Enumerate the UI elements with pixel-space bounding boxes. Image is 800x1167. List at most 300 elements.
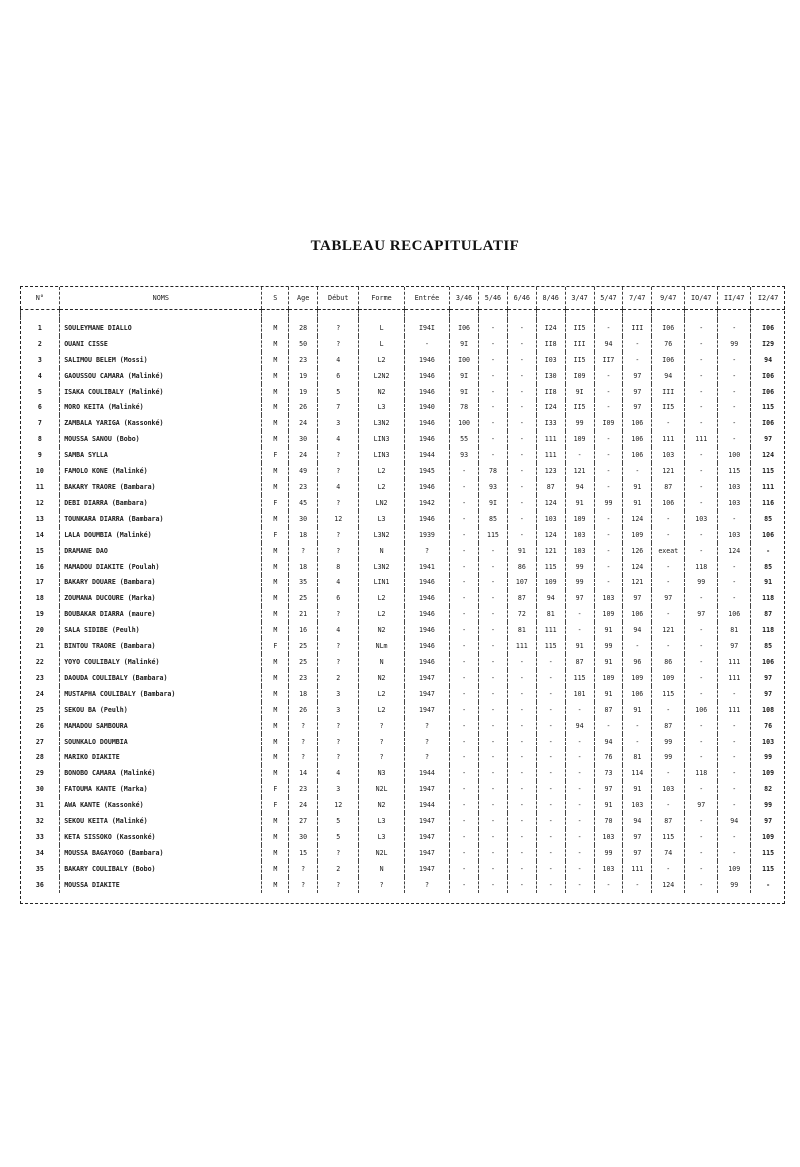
row-number-cell: 14 xyxy=(35,530,44,539)
table-cell: - xyxy=(718,415,751,431)
table-row xyxy=(21,575,786,591)
header-spacer-cell xyxy=(751,310,785,321)
name-cell: SALA SIDIBE (Peulh) xyxy=(60,622,262,638)
row-number-cell: 13 xyxy=(35,514,44,523)
table-cell: 87 xyxy=(507,590,536,606)
table-cell: - xyxy=(718,686,751,702)
table-cell: 94 xyxy=(594,336,623,352)
table-row xyxy=(21,415,786,431)
table-cell: - xyxy=(685,495,718,511)
table-cell: - xyxy=(507,415,536,431)
table-cell: 106 xyxy=(623,686,652,702)
table-cell: - xyxy=(536,829,565,845)
table-cell: - xyxy=(450,813,479,829)
table-cell: - xyxy=(479,575,508,591)
table-cell: III xyxy=(652,384,685,400)
table-row xyxy=(21,384,786,400)
table-cell: 121 xyxy=(652,622,685,638)
name-cell: OUANI CISSE xyxy=(60,336,262,352)
table-cell: - xyxy=(507,495,536,511)
table-cell: 3 xyxy=(318,415,359,431)
table-cell: 126 xyxy=(623,543,652,559)
table-cell: 25 xyxy=(289,654,318,670)
table-cell: 103 xyxy=(565,543,594,559)
column-header: Forme xyxy=(359,287,404,310)
table-cell: 91 xyxy=(565,495,594,511)
table-cell: 96 xyxy=(623,654,652,670)
header-spacer-cell xyxy=(450,310,479,321)
table-cell: - xyxy=(565,765,594,781)
table-cell: ? xyxy=(289,734,318,750)
header-row xyxy=(21,287,786,310)
table-cell: ? xyxy=(318,606,359,622)
table-cell: 55 xyxy=(450,431,479,447)
table-cell: 1945 xyxy=(404,463,449,479)
table-cell: I06 xyxy=(652,320,685,336)
table-cell: - xyxy=(450,670,479,686)
table-cell: - xyxy=(450,543,479,559)
table-cell: - xyxy=(479,606,508,622)
table-cell: - xyxy=(565,606,594,622)
table-cell: 103 xyxy=(565,527,594,543)
table-cell: L2 xyxy=(359,352,404,368)
name-cell: SALIMOU BELEM (Mossi) xyxy=(60,352,262,368)
table-cell: 111 xyxy=(652,431,685,447)
table-cell: ? xyxy=(359,734,404,750)
column-header: II/47 xyxy=(718,287,751,310)
table-cell: - xyxy=(718,384,751,400)
table-cell: - xyxy=(685,336,718,352)
table-cell: - xyxy=(594,559,623,575)
table-cell: - xyxy=(450,575,479,591)
table-cell: M xyxy=(262,622,289,638)
table-cell: - xyxy=(450,718,479,734)
table-cell: 9I xyxy=(450,368,479,384)
table-cell: 99 xyxy=(751,797,785,813)
table-cell: F xyxy=(262,781,289,797)
table-cell: 9I xyxy=(450,336,479,352)
row-number-cell: 5 xyxy=(37,387,42,396)
table-cell: ? xyxy=(289,877,318,893)
table-body xyxy=(21,320,786,893)
table-cell: 19 xyxy=(289,384,318,400)
table-cell: NLm xyxy=(359,638,404,654)
table-cell: 91 xyxy=(594,686,623,702)
table-cell: - xyxy=(718,431,751,447)
table-cell: 121 xyxy=(565,463,594,479)
table-cell: M xyxy=(262,431,289,447)
name-cell: DRAMANE DAO xyxy=(60,543,262,559)
table-cell: 111 xyxy=(718,654,751,670)
table-cell: - xyxy=(450,734,479,750)
table-cell: 111 xyxy=(536,447,565,463)
table-cell: 115 xyxy=(751,861,785,877)
table-cell: I33 xyxy=(536,415,565,431)
table-row xyxy=(21,654,786,670)
table-cell: 111 xyxy=(507,638,536,654)
table-cell: 93 xyxy=(479,479,508,495)
row-number-cell: 16 xyxy=(35,562,44,571)
table-cell: - xyxy=(479,336,508,352)
table-cell: - xyxy=(594,877,623,893)
table-cell: 121 xyxy=(623,575,652,591)
table-cell: - xyxy=(536,765,565,781)
table-cell: - xyxy=(565,734,594,750)
table-row xyxy=(21,797,786,813)
table-cell: M xyxy=(262,670,289,686)
table-cell: - xyxy=(507,447,536,463)
table-cell: 124 xyxy=(718,543,751,559)
table-cell: - xyxy=(652,638,685,654)
table-cell: 3 xyxy=(318,781,359,797)
table-cell: L2N2 xyxy=(359,368,404,384)
table-cell: - xyxy=(536,686,565,702)
table-cell: - xyxy=(718,320,751,336)
table-cell: 109 xyxy=(751,765,785,781)
row-number-cell: 4 xyxy=(37,371,42,380)
table-cell: 91 xyxy=(507,543,536,559)
table-cell: 115 xyxy=(479,527,508,543)
table-cell: 101 xyxy=(565,686,594,702)
table-cell: M xyxy=(262,463,289,479)
table-cell: 4 xyxy=(318,575,359,591)
table-cell: II7 xyxy=(594,352,623,368)
table-cell: - xyxy=(536,813,565,829)
table-cell: - xyxy=(652,415,685,431)
table-cell: 97 xyxy=(685,606,718,622)
table-cell: 1946 xyxy=(404,575,449,591)
table-cell: ? xyxy=(318,463,359,479)
row-number-cell: 6 xyxy=(37,403,42,412)
table-cell: - xyxy=(479,447,508,463)
table-cell: 91 xyxy=(623,702,652,718)
table-cell: 115 xyxy=(718,463,751,479)
table-cell: - xyxy=(718,368,751,384)
table-cell: M xyxy=(262,479,289,495)
table-cell: 4 xyxy=(318,622,359,638)
table-cell: - xyxy=(479,845,508,861)
row-number-cell: 33 xyxy=(35,832,44,841)
table-cell: I06 xyxy=(751,384,785,400)
table-cell: - xyxy=(507,527,536,543)
table-cell: 1947 xyxy=(404,829,449,845)
table-cell: - xyxy=(404,336,449,352)
table-cell: - xyxy=(450,829,479,845)
table-cell: 115 xyxy=(751,400,785,416)
table-cell: - xyxy=(594,368,623,384)
table-cell: - xyxy=(685,813,718,829)
table-cell: 115 xyxy=(565,670,594,686)
table-cell: 87 xyxy=(536,479,565,495)
table-row xyxy=(21,877,786,893)
table-cell: 1947 xyxy=(404,845,449,861)
table-cell: 30 xyxy=(289,829,318,845)
row-number-cell: 28 xyxy=(35,753,44,762)
table-cell: - xyxy=(536,845,565,861)
table-cell: - xyxy=(685,829,718,845)
table-cell: - xyxy=(594,718,623,734)
table-cell: 74 xyxy=(652,845,685,861)
name-cell: BINTOU TRAORE (Bambara) xyxy=(60,638,262,654)
table-cell: - xyxy=(652,575,685,591)
table-cell: 94 xyxy=(623,813,652,829)
table-cell: I24 xyxy=(536,400,565,416)
header-spacer-cell xyxy=(685,310,718,321)
table-cell: I94I xyxy=(404,320,449,336)
name-cell: TOUNKARA DIARRA (Bambara) xyxy=(60,511,262,527)
table-cell: 100 xyxy=(450,415,479,431)
table-cell: M xyxy=(262,845,289,861)
table-cell: 23 xyxy=(289,781,318,797)
table-cell: - xyxy=(450,527,479,543)
table-cell: 106 xyxy=(718,606,751,622)
table-cell: - xyxy=(450,638,479,654)
header-spacer-cell xyxy=(594,310,623,321)
table-row xyxy=(21,479,786,495)
table-cell: 91 xyxy=(565,638,594,654)
name-cell: BAKARY COULIBALY (Bobo) xyxy=(60,861,262,877)
table-cell: 99 xyxy=(718,336,751,352)
table-row xyxy=(21,495,786,511)
table-cell: - xyxy=(450,797,479,813)
table-cell: 116 xyxy=(751,495,785,511)
column-header: 9/47 xyxy=(652,287,685,310)
table-cell: 1942 xyxy=(404,495,449,511)
table-cell: N3 xyxy=(359,765,404,781)
table-cell: - xyxy=(652,606,685,622)
table-cell: 1947 xyxy=(404,861,449,877)
table-cell: - xyxy=(536,877,565,893)
table-cell: M xyxy=(262,543,289,559)
table-cell: - xyxy=(718,400,751,416)
table-row xyxy=(21,749,786,765)
table-cell: I00 xyxy=(450,352,479,368)
table-cell: - xyxy=(685,447,718,463)
table-cell: 103 xyxy=(594,829,623,845)
table-cell: 4 xyxy=(318,479,359,495)
table-cell: 26 xyxy=(289,400,318,416)
table-cell: 103 xyxy=(623,797,652,813)
name-cell: MARIKO DIAKITE xyxy=(60,749,262,765)
table-cell: 12 xyxy=(318,797,359,813)
table-cell: 111 xyxy=(751,479,785,495)
table-row xyxy=(21,463,786,479)
row-number-cell: 30 xyxy=(35,785,44,794)
table-cell: 124 xyxy=(623,559,652,575)
table-cell: 109 xyxy=(594,606,623,622)
table-cell: 1947 xyxy=(404,781,449,797)
table-cell: 16 xyxy=(289,622,318,638)
table-cell: 15 xyxy=(289,845,318,861)
name-cell: DEBI DIARRA (Bambara) xyxy=(60,495,262,511)
table-cell: L2 xyxy=(359,686,404,702)
table-cell: 85 xyxy=(479,511,508,527)
table-cell: 97 xyxy=(594,781,623,797)
table-cell: - xyxy=(507,718,536,734)
column-header: N° xyxy=(21,287,60,310)
table-row xyxy=(21,765,786,781)
table-cell: 30 xyxy=(289,431,318,447)
table-cell: L3N2 xyxy=(359,559,404,575)
table-cell: ? xyxy=(359,877,404,893)
table-cell: 103 xyxy=(685,511,718,527)
table-cell: - xyxy=(536,734,565,750)
header-spacer-cell xyxy=(536,310,565,321)
table-cell: I29 xyxy=(751,336,785,352)
table-cell: - xyxy=(751,543,785,559)
row-number-cell: 25 xyxy=(35,705,44,714)
table-cell: - xyxy=(479,813,508,829)
table-cell: I06 xyxy=(450,320,479,336)
table-cell: - xyxy=(623,734,652,750)
table-cell: F xyxy=(262,495,289,511)
name-cell: KETA SISSOKO (Kassonké) xyxy=(60,829,262,845)
table-cell: - xyxy=(685,718,718,734)
table-cell: - xyxy=(507,734,536,750)
table-cell: - xyxy=(623,463,652,479)
table-cell: 121 xyxy=(652,463,685,479)
table-cell: - xyxy=(479,702,508,718)
header-spacer-cell xyxy=(359,310,404,321)
table-cell: 118 xyxy=(751,590,785,606)
table-cell: - xyxy=(594,463,623,479)
table-cell: - xyxy=(479,781,508,797)
header-spacer-cell xyxy=(479,310,508,321)
table-cell: 81 xyxy=(536,606,565,622)
table-cell: - xyxy=(652,511,685,527)
table-cell: 121 xyxy=(536,543,565,559)
header-spacer-cell xyxy=(507,310,536,321)
table-cell: - xyxy=(479,797,508,813)
table-cell: - xyxy=(652,559,685,575)
table-cell: - xyxy=(507,431,536,447)
table-cell: 103 xyxy=(652,447,685,463)
table-cell: 82 xyxy=(751,781,785,797)
table-cell: 27 xyxy=(289,813,318,829)
table-cell: - xyxy=(594,431,623,447)
table-cell: - xyxy=(718,829,751,845)
table-cell: I06 xyxy=(652,352,685,368)
table-cell: M xyxy=(262,606,289,622)
table-cell: - xyxy=(751,877,785,893)
table-cell: II5 xyxy=(565,352,594,368)
table-cell: - xyxy=(565,845,594,861)
table-cell: 1947 xyxy=(404,813,449,829)
table-cell: LIN1 xyxy=(359,575,404,591)
row-number-cell: 21 xyxy=(35,642,44,651)
table-cell: II5 xyxy=(565,400,594,416)
table-cell: 87 xyxy=(652,718,685,734)
table-cell: - xyxy=(594,320,623,336)
table-cell: - xyxy=(507,654,536,670)
table-cell: - xyxy=(450,559,479,575)
table-cell: - xyxy=(623,877,652,893)
table-cell: - xyxy=(479,718,508,734)
table-cell: M xyxy=(262,590,289,606)
table-cell: - xyxy=(685,590,718,606)
table-cell: - xyxy=(536,654,565,670)
table-cell: N xyxy=(359,861,404,877)
table-cell: 97 xyxy=(685,797,718,813)
table-cell: - xyxy=(479,400,508,416)
table-cell: M xyxy=(262,702,289,718)
table-cell: ? xyxy=(318,447,359,463)
table-cell: 9I xyxy=(479,495,508,511)
table-cell: 76 xyxy=(594,749,623,765)
table-cell: - xyxy=(536,797,565,813)
table-cell: - xyxy=(718,559,751,575)
table-cell: F xyxy=(262,797,289,813)
table-cell: 87 xyxy=(751,606,785,622)
table-cell: 124 xyxy=(751,447,785,463)
table-cell: N2 xyxy=(359,670,404,686)
table-cell: - xyxy=(507,352,536,368)
table-cell: 107 xyxy=(507,575,536,591)
table-cell: 8 xyxy=(318,559,359,575)
column-header: 5/46 xyxy=(479,287,508,310)
table-cell: 106 xyxy=(623,431,652,447)
table-cell: L2 xyxy=(359,606,404,622)
table-cell: M xyxy=(262,654,289,670)
table-cell: 97 xyxy=(751,431,785,447)
table-cell: 94 xyxy=(751,352,785,368)
table-row xyxy=(21,861,786,877)
table-cell: - xyxy=(507,845,536,861)
column-header: 6/46 xyxy=(507,287,536,310)
table-cell: - xyxy=(450,702,479,718)
table-cell: 103 xyxy=(718,495,751,511)
table-cell: - xyxy=(685,622,718,638)
table-cell: - xyxy=(479,368,508,384)
table-cell: - xyxy=(479,877,508,893)
table-cell: 94 xyxy=(536,590,565,606)
table-cell: 23 xyxy=(289,670,318,686)
table-cell: 115 xyxy=(652,686,685,702)
table-cell: - xyxy=(718,352,751,368)
table-cell: 19 xyxy=(289,368,318,384)
table-cell: - xyxy=(536,781,565,797)
table-cell: 99 xyxy=(565,575,594,591)
table-cell: - xyxy=(652,861,685,877)
row-number-cell: 20 xyxy=(35,626,44,635)
table-cell: 45 xyxy=(289,495,318,511)
table-cell: M xyxy=(262,861,289,877)
table-row xyxy=(21,543,786,559)
table-cell: F xyxy=(262,447,289,463)
table-cell: 72 xyxy=(507,606,536,622)
table-cell: 1944 xyxy=(404,797,449,813)
table-cell: N xyxy=(359,543,404,559)
column-header: 8/46 xyxy=(536,287,565,310)
table-cell: ? xyxy=(318,845,359,861)
name-cell: AWA KANTE (Kassonké) xyxy=(60,797,262,813)
table-cell: 81 xyxy=(718,622,751,638)
table-cell: M xyxy=(262,368,289,384)
table-cell: 18 xyxy=(289,686,318,702)
table-row xyxy=(21,622,786,638)
table-cell: 97 xyxy=(623,590,652,606)
table-cell: ? xyxy=(289,718,318,734)
table-cell: F xyxy=(262,638,289,654)
table-cell: III xyxy=(623,320,652,336)
table-cell: 5 xyxy=(318,813,359,829)
table-cell: 3 xyxy=(318,702,359,718)
table-cell: - xyxy=(652,702,685,718)
table-cell: - xyxy=(685,638,718,654)
header-spacer-cell xyxy=(262,310,289,321)
table-cell: 99 xyxy=(652,734,685,750)
row-number-cell: 22 xyxy=(35,657,44,666)
